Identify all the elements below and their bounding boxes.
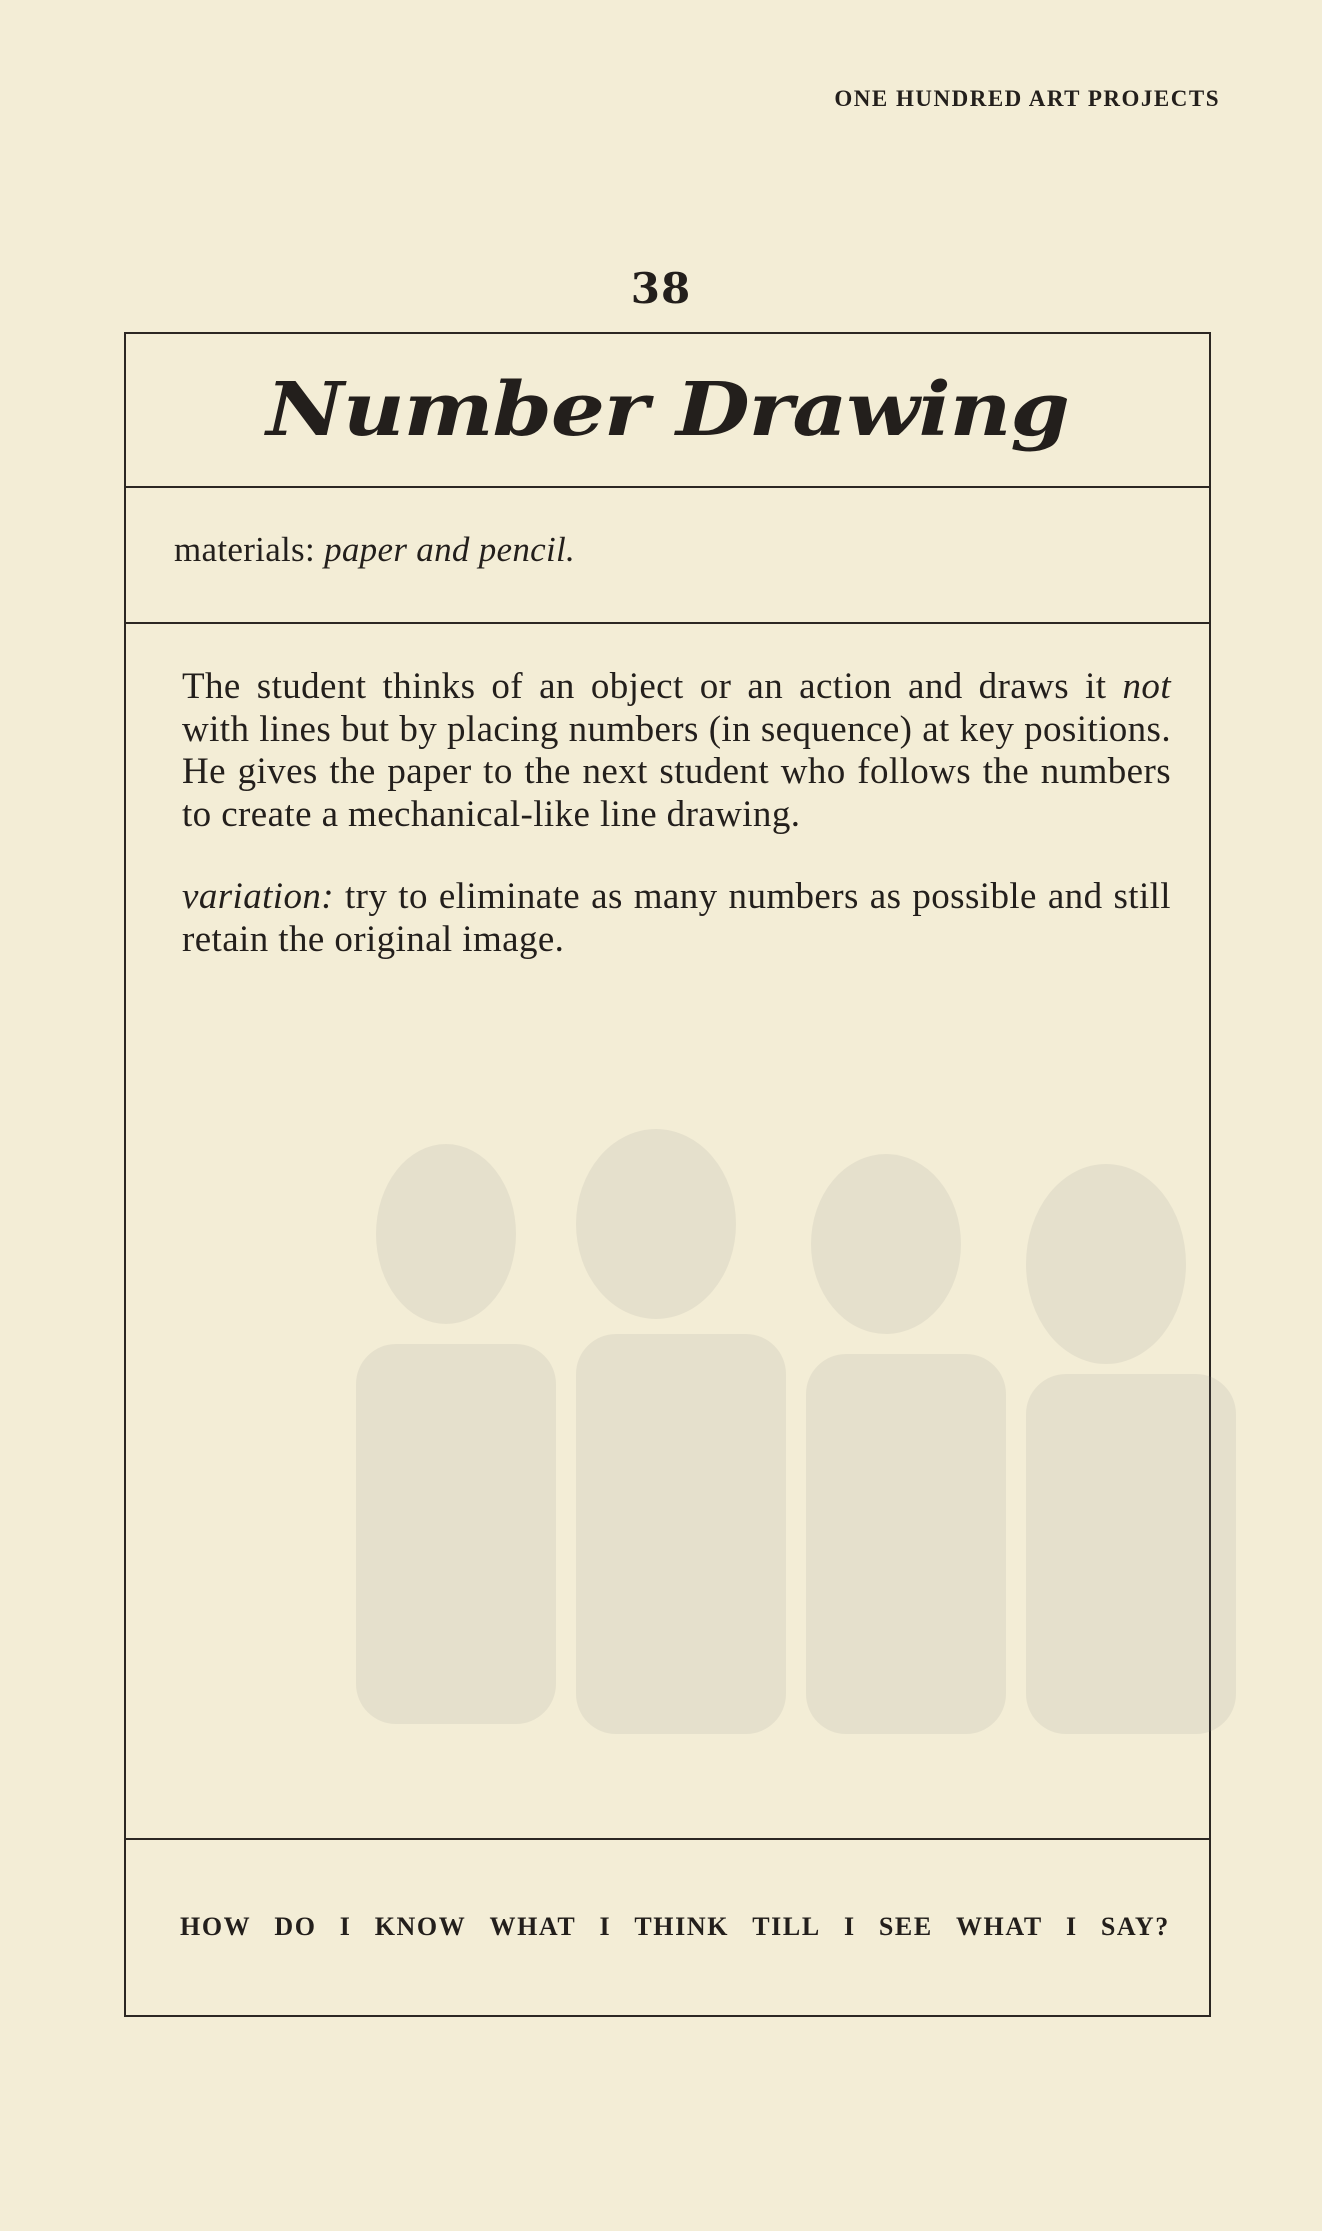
motto-text: HOW DO I KNOW WHAT I THINK TILL I SEE WHAT I SAY?	[180, 1912, 1170, 1941]
instructions-part-2: with lines but by placing numbers (in sequence) at key positions. He gives the paper to the next student who follows the numbers to create a mechanical-like line drawing.	[182, 708, 1171, 835]
variation-paragraph	[182, 876, 1171, 961]
materials-line	[174, 530, 575, 570]
instructions-text	[182, 666, 1171, 1001]
project-title: Number Drawing	[266, 367, 1069, 453]
instructions-part-1: The student thinks of an object or an action and draws it	[182, 666, 1107, 707]
project-card	[124, 332, 1211, 2017]
variation-text: try to eliminate as many numbers as possible and still retain the original image.	[182, 876, 1171, 960]
materials-label: materials:	[174, 530, 316, 569]
project-number: 38	[630, 264, 692, 313]
materials-section	[126, 488, 1209, 624]
instructions-emphasis: not	[1122, 666, 1171, 707]
materials-value: paper and pencil.	[324, 530, 576, 569]
instructions-paragraph	[182, 666, 1171, 836]
instructions-section	[126, 624, 1209, 1840]
running-head: ONE HUNDRED ART PROJECTS	[834, 86, 1220, 111]
variation-label: variation:	[182, 876, 334, 917]
motto-section	[126, 1840, 1209, 2015]
title-section	[126, 334, 1209, 488]
